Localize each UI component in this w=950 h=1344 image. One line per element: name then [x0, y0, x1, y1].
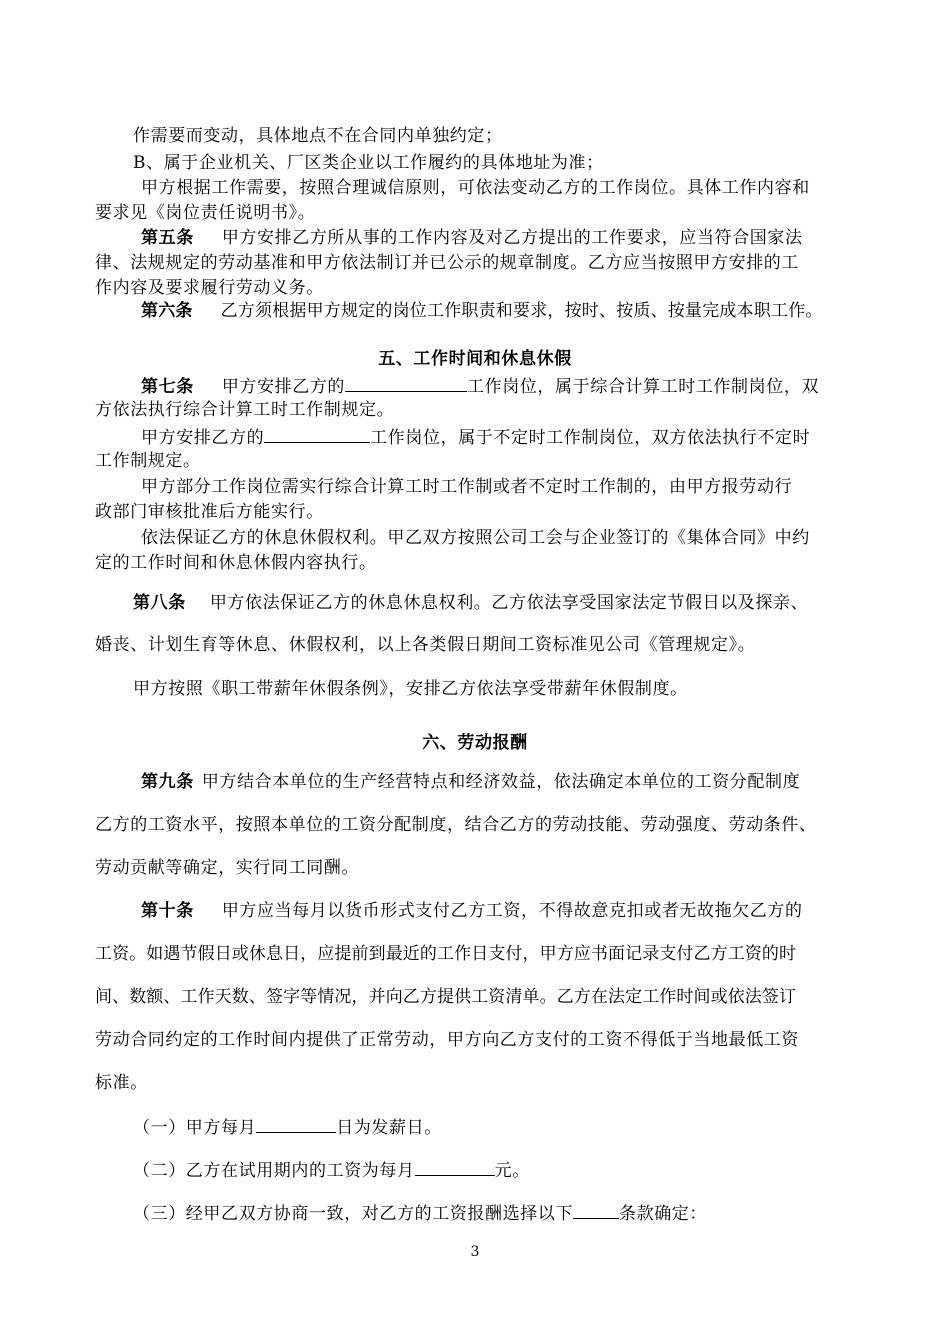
paragraph-line: 劳动贡献等确定，实行同工同酬。 [95, 858, 359, 878]
article-label: 第九条 [141, 772, 194, 792]
paragraph-line: 政部门审核批准后方能实行。 [95, 502, 324, 522]
paragraph-line: 标准。 [95, 1073, 148, 1093]
paragraph-line: 定的工作时间和休息休假内容执行。 [95, 553, 377, 573]
paragraph-line: 工资。如遇节假日或休息日，应提前到最近的工作日支付，甲方应书面记录支付乙方工资的时 [95, 944, 797, 964]
article-9 [141, 770, 911, 794]
article-label: 第五条 [141, 228, 194, 248]
paragraph-line: B、属于企业机关、厂区类企业以工作履约的具体地址为准； [133, 153, 604, 173]
list-item: （一）甲方每月 日为发薪日。 [133, 1114, 903, 1140]
blank-field [264, 424, 370, 443]
article-8 [133, 591, 903, 615]
paragraph-line: 依法保证乙方的休息休假权利。甲乙双方按照公司工会与企业签订的《集体合同》中约 [141, 528, 810, 548]
paragraph-line: 律、法规规定的劳动基准和甲方依法制订并已公示的规章制度。乙方应当按照甲方安排的工 [95, 253, 799, 273]
article-text: 乙方须根据甲方规定的岗位工作职责和要求，按时、按质、按量完成本职工作。 [220, 301, 823, 321]
blank-field [415, 1157, 495, 1176]
list-item: （三）经甲乙双方协商一致，对乙方的工资报酬选择以下 条款确定： [133, 1200, 903, 1226]
blank-field [573, 1200, 619, 1219]
paragraph-line: 间、数额、工作天数、签字等情况，并向乙方提供工资清单。乙方在法定工作时间或依法签订 [95, 987, 797, 1007]
article-label: 第六条 [141, 301, 193, 321]
paragraph-line: 甲方部分工作岗位需实行综合计算工时工作制或者不定时工作制的，由甲方报劳动行 [141, 477, 793, 497]
paragraph-line: 甲方按照《职工带薪年休假条例》，安排乙方依法享受带薪年休假制度。 [133, 679, 688, 699]
article-text: 甲方结合本单位的生产经营特点和经济效益，依法确定本单位的工资分配制度 [201, 772, 801, 792]
paragraph-line: 要求见《岗位责任说明书》。 [95, 203, 316, 223]
article-label: 第七条 [141, 377, 194, 397]
article-10 [141, 899, 911, 923]
blank-field [256, 1114, 336, 1133]
article-label: 第八条 [133, 593, 186, 613]
section-heading: 六、劳动报酬 [422, 733, 528, 753]
paragraph-line: 甲方安排乙方的 工作岗位，属于不定时工作制岗位，双方依法执行不定时 [141, 424, 911, 450]
paragraph-line: 作需要而变动，具体地点不在合同内单独约定； [133, 126, 503, 146]
paragraph-line: 乙方的工资水平，按照本单位的工资分配制度，结合乙方的劳动技能、劳动强度、劳动条件、 [95, 815, 817, 835]
paragraph-line: 方依法执行综合计算工时工作制规定。 [95, 400, 395, 420]
paragraph-line: 作内容及要求履行劳动义务。 [95, 278, 324, 298]
page-number: 3 [470, 1244, 480, 1260]
article-label: 第十条 [141, 901, 194, 921]
article-text: 甲方依法保证乙方的休息休息权利。乙方依法享受国家法定节假日以及探亲、 [209, 593, 809, 613]
article-5 [141, 226, 911, 250]
article-text: 甲方应当每月以货币形式支付乙方工资，不得故意克扣或者无故拖欠乙方的 [221, 901, 803, 921]
paragraph-line: 劳动合同约定的工作时间内提供了正常劳动，甲方向乙方支付的工资不得低于当地最低工资 [95, 1030, 799, 1050]
paragraph-line: 婚丧、计划生育等休息、休假权利，以上各类假日期间工资标准见公司《管理规定》。 [95, 635, 756, 655]
article-text: 甲方安排乙方所从事的工作内容及对乙方提出的工作要求，应当符合国家法 [221, 228, 803, 248]
article-7: 第七条 甲方安排乙方的 工作岗位，属于综合计算工时工作制岗位，双 [141, 373, 911, 399]
list-item: （二）乙方在试用期内的工资为每月 元。 [133, 1157, 903, 1183]
article-6 [141, 299, 911, 323]
blank-field [345, 373, 467, 392]
paragraph-line: 工作制规定。 [95, 451, 201, 471]
paragraph-line: 甲方根据工作需要，按照合理诚信原则，可依法变动乙方的工作岗位。具体工作内容和 [141, 178, 810, 198]
section-heading: 五、工作时间和休息休假 [378, 349, 572, 369]
